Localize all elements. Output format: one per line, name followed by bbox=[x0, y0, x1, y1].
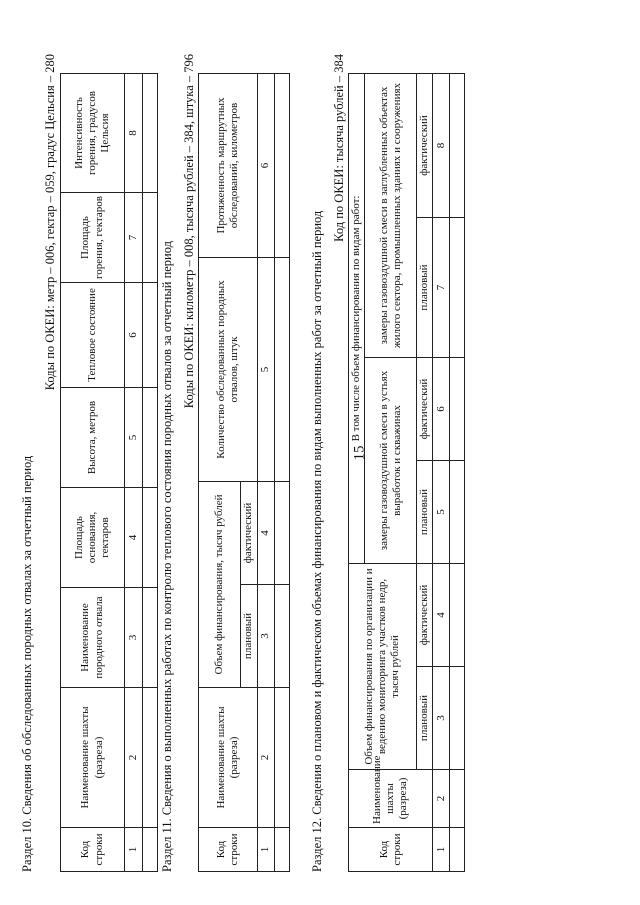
column-number: 7 bbox=[125, 193, 143, 283]
header-cell: Площадь основания, гектаров bbox=[61, 488, 125, 588]
section-10-title: Раздел 10. Сведения об обследованных породных отвалах за отчетный период bbox=[20, 455, 34, 872]
section-11-table bbox=[198, 73, 290, 872]
subheader-cell: фактический bbox=[241, 482, 258, 585]
column-numbers-row bbox=[433, 73, 450, 871]
column-number: 6 bbox=[125, 283, 143, 388]
column-number: 1 bbox=[433, 828, 450, 872]
header-cell: Высота, метров bbox=[61, 388, 125, 488]
subheader-cell: фактический bbox=[417, 358, 433, 461]
section-11-title: Раздел 11. Сведения о выполненных работах по контролю теплового состояния породных отвалов за отчетный период bbox=[160, 241, 174, 872]
empty-row bbox=[450, 73, 465, 871]
subheader-cell: плановый bbox=[417, 461, 433, 564]
column-number: 3 bbox=[258, 585, 275, 688]
header-cell: Тепловое состояние bbox=[61, 283, 125, 388]
header-cell: Площадь горения, гектаров bbox=[61, 193, 125, 283]
subheader-cell: плановый bbox=[417, 218, 433, 358]
header-cell: Код строки bbox=[199, 828, 258, 872]
column-number: 2 bbox=[258, 688, 275, 828]
header-cell: Наименование шахты (разреза) bbox=[349, 770, 433, 828]
rotated-page bbox=[20, 32, 620, 872]
header-cell: Интенсивность горения, градусов Цельсия bbox=[61, 74, 125, 193]
section-10-table bbox=[60, 73, 158, 872]
header-cell: Наименование шахты (разреза) bbox=[199, 688, 258, 828]
section-10-okei: Коды по ОКЕИ: метр – 006, гектар – 059, градус Цельсия – 280 bbox=[43, 54, 57, 391]
column-number: 6 bbox=[258, 74, 275, 258]
column-number: 5 bbox=[258, 258, 275, 482]
column-number: 2 bbox=[125, 688, 143, 828]
column-number: 7 bbox=[433, 218, 450, 358]
header-cell: Код строки bbox=[349, 828, 433, 872]
empty-row bbox=[143, 74, 158, 872]
column-number: 8 bbox=[125, 74, 143, 193]
section-12-title: Раздел 12. Сведения о плановом и фактическом объемах финансирования по видам выполненных работ за отчетный период bbox=[310, 210, 324, 872]
section-12-okei: Код по ОКЕИ: тысяча рублей – 384 bbox=[332, 54, 346, 242]
header-cell: Объем финансирования по организации и ведению мониторинга участков недр, тысяч рублей bbox=[349, 564, 417, 770]
header-cell: замеры газовоздушной смеси в устьях выработок и скважинах bbox=[365, 358, 417, 564]
header-cell: Наименование шахты (разреза) bbox=[61, 688, 125, 828]
column-numbers-row bbox=[125, 74, 143, 872]
header-cell: В том числе объем финансирования по видам работ: bbox=[349, 73, 365, 563]
section-11-okei: Коды по ОКЕИ: километр – 008, тысяча рублей – 384, штука – 796 bbox=[182, 54, 196, 409]
subheader-cell: фактический bbox=[417, 564, 433, 667]
header-cell: замеры газовоздушной смеси в заглубленных объектах жилого сектора, промышленных зданиях и сооружениях bbox=[365, 73, 417, 357]
column-number: 3 bbox=[125, 588, 143, 688]
column-number: 1 bbox=[258, 828, 275, 872]
header-cell: Количество обследованных породных отвалов, штук bbox=[199, 258, 258, 482]
header-cell: Наименование породного отвала bbox=[61, 588, 125, 688]
column-number: 2 bbox=[433, 770, 450, 828]
column-number: 1 bbox=[125, 828, 143, 872]
subheader-cell: плановый bbox=[417, 667, 433, 770]
column-number: 4 bbox=[433, 564, 450, 667]
column-number: 5 bbox=[125, 388, 143, 488]
column-number: 4 bbox=[258, 482, 275, 585]
column-number: 4 bbox=[125, 488, 143, 588]
column-number: 8 bbox=[433, 73, 450, 217]
header-cell: Объем финансирования, тысяч рублей bbox=[199, 482, 241, 688]
section-12-table bbox=[348, 73, 465, 872]
column-number: 6 bbox=[433, 358, 450, 461]
column-number: 3 bbox=[433, 667, 450, 770]
page-number: 15 bbox=[351, 445, 368, 461]
subheader-cell: плановый bbox=[241, 585, 258, 688]
empty-row bbox=[275, 74, 290, 872]
column-number: 5 bbox=[433, 461, 450, 564]
subheader-cell: фактический bbox=[417, 73, 433, 217]
header-cell: Код строки bbox=[61, 828, 125, 872]
header-cell: Протяженность маршрутных обследований, километров bbox=[199, 74, 258, 258]
column-numbers-row bbox=[258, 74, 275, 872]
